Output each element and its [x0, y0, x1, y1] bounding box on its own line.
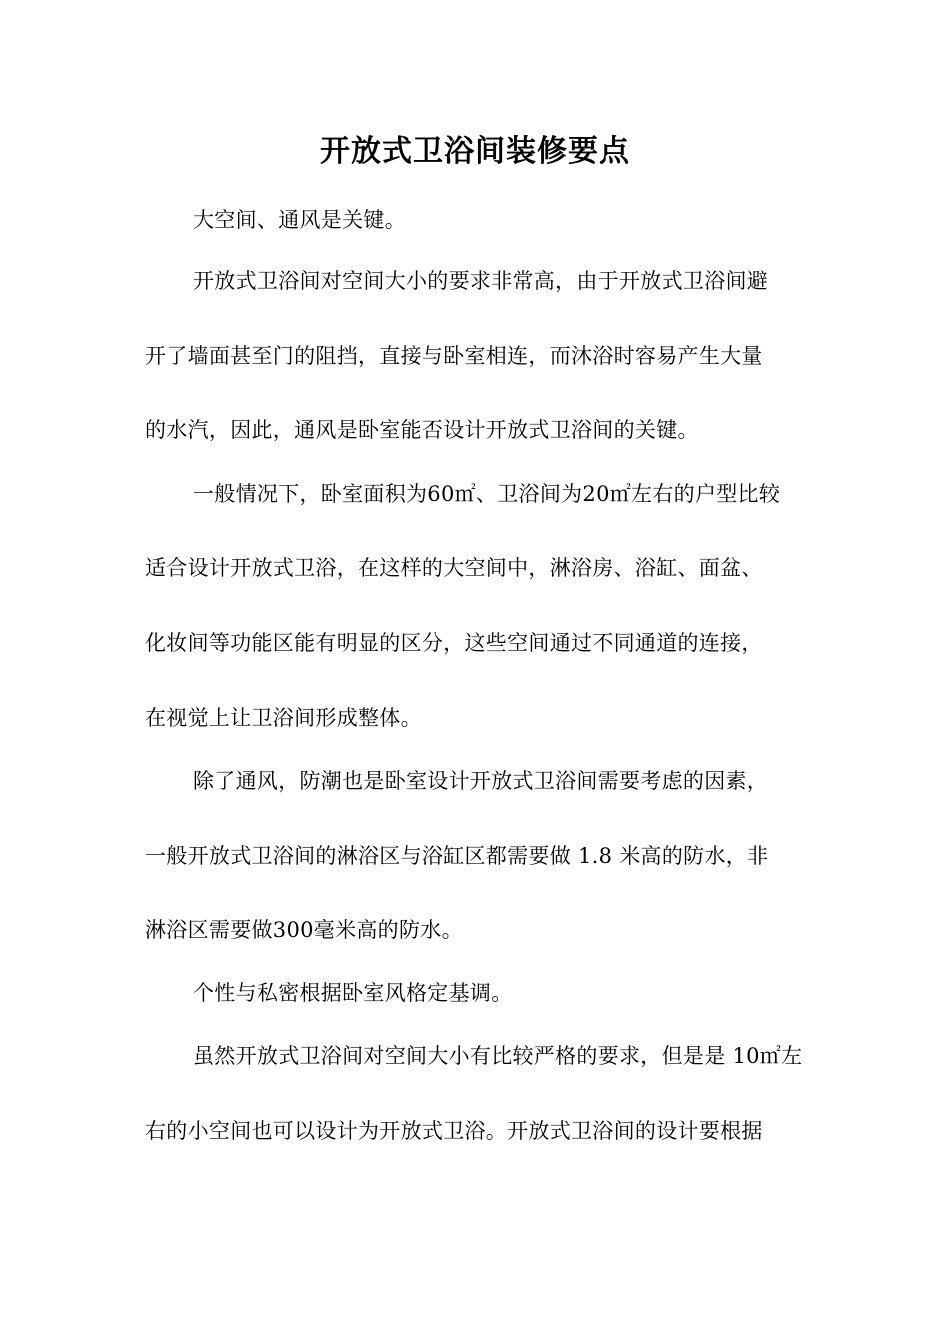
- paragraph-line: 除了通风，防潮也是卧室设计开放式卫浴间需要考虑的因素，: [193, 769, 769, 793]
- document-title: 开放式卫浴间装修要点: [320, 134, 630, 169]
- paragraph-line: 一般情况下，卧室面积为60㎡、卫浴间为20㎡左右的户型比较: [193, 482, 781, 506]
- paragraph-line: 虽然开放式卫浴间对空间大小有比较严格的要求，但是是 10㎡左: [193, 1044, 803, 1068]
- paragraph-line: 的水汽，因此，通风是卧室能否设计开放式卫浴间的关键。: [145, 418, 699, 442]
- paragraph-line: 适合设计开放式卫浴，在这样的大空间中，淋浴房、浴缸、面盆、: [145, 556, 763, 580]
- paragraph-line: 开了墙面甚至门的阻挡，直接与卧室相连，而沐浴时容易产生大量: [145, 344, 763, 368]
- paragraph-line: 在视觉上让卫浴间形成整体。: [145, 706, 422, 730]
- paragraph-line: 右的小空间也可以设计为开放式卫浴。开放式卫浴间的设计要根据: [145, 1119, 763, 1143]
- paragraph-line: 一般开放式卫浴间的淋浴区与浴缸区都需要做 1.8 米高的防水，非: [145, 844, 769, 868]
- paragraph-heading-ventilation: 大空间、通风是关键。: [193, 208, 406, 232]
- paragraph-line: 开放式卫浴间对空间大小的要求非常高，由于开放式卫浴间避: [193, 269, 769, 293]
- paragraph-line: 淋浴区需要做300毫米高的防水。: [145, 918, 463, 942]
- paragraph-heading-privacy: 个性与私密根据卧室风格定基调。: [193, 981, 513, 1005]
- paragraph-line: 化妆间等功能区能有明显的区分，这些空间通过不同通道的连接，: [145, 631, 763, 655]
